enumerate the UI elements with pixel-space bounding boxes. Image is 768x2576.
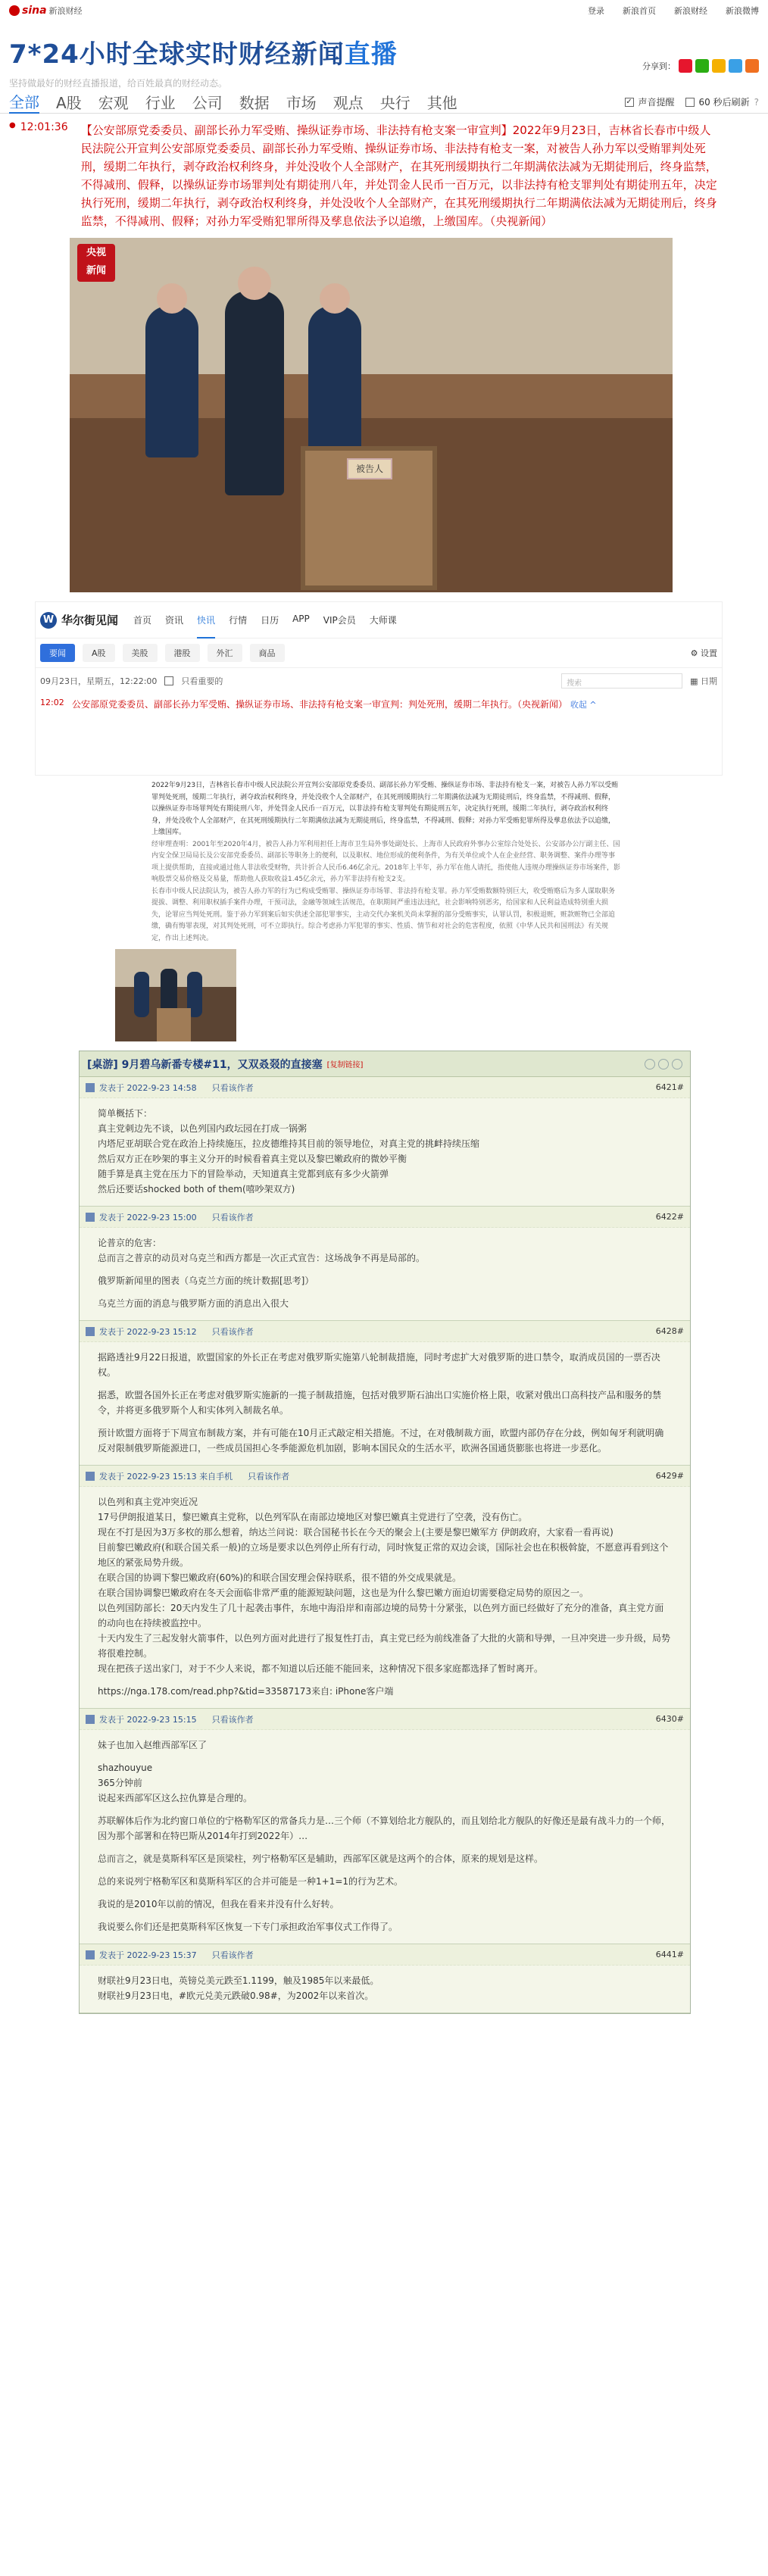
post-line bbox=[98, 1266, 672, 1273]
ws-settings[interactable]: ⚙ 设置 bbox=[690, 648, 717, 658]
ws-subtabs bbox=[36, 639, 722, 667]
share-bar: 分享到： bbox=[642, 59, 759, 73]
forum-thread bbox=[79, 1051, 691, 2014]
ws-nav-master[interactable]: 大师课 bbox=[369, 615, 397, 626]
post-header bbox=[80, 1207, 690, 1228]
page-title: 7*24小时全球实时财经新闻直播 bbox=[9, 39, 398, 70]
post-line: 随手算是真主党在压力下的冒险举动，天知道真主党都到底有多少火箭弹 bbox=[98, 1169, 389, 1179]
refresh-checkbox[interactable] bbox=[685, 98, 695, 107]
post-line: 财联社9月23日电，#欧元兑美元跌破0.98#，为2002年以来首次。 bbox=[98, 1991, 374, 2001]
post-body bbox=[80, 1730, 690, 1944]
tab-data[interactable]: 数据 bbox=[239, 94, 270, 112]
ws-tab-top[interactable]: 要闻 bbox=[40, 644, 75, 662]
bailiff-right bbox=[308, 306, 361, 457]
qzone-share-icon[interactable] bbox=[712, 59, 726, 73]
ws-nav-calendar[interactable]: 日历 bbox=[261, 615, 279, 626]
post-number: 6421# bbox=[655, 1082, 684, 1092]
tab-all[interactable]: 全部 bbox=[9, 90, 39, 114]
weibo-share-icon[interactable] bbox=[679, 59, 692, 73]
post-line: 然后还要话shocked both of them(嘻吵架双方) bbox=[98, 1184, 295, 1194]
author-avatar-icon[interactable] bbox=[86, 1472, 95, 1481]
copy-link[interactable]: [复制链接] bbox=[326, 1061, 364, 1069]
tab-opinion[interactable]: 观点 bbox=[332, 94, 364, 112]
forum-post bbox=[80, 1709, 690, 1944]
only-author-link[interactable]: 只看该作者 bbox=[248, 1471, 290, 1482]
author-avatar-icon[interactable] bbox=[86, 1327, 95, 1336]
ws-tab-fx[interactable]: 外汇 bbox=[208, 644, 242, 662]
bullet-icon: ● bbox=[9, 121, 16, 130]
author-avatar-icon[interactable] bbox=[86, 1950, 95, 1959]
only-author-link[interactable]: 只看该作者 bbox=[211, 1212, 254, 1222]
sound-checkbox[interactable]: ✓ bbox=[626, 97, 632, 106]
forum-post bbox=[80, 1944, 690, 2013]
post-line bbox=[98, 1844, 672, 1851]
post-line bbox=[98, 1912, 672, 1919]
post-line: 据路透社9月22日报道，欧盟国家的外长正在考虑对俄罗斯实施第八轮制裁措施，同时考虑扩大对俄罗斯的进口禁令，取消成员国的一票否决权。 bbox=[98, 1352, 660, 1378]
post-line: 目前黎巴嫩政府(和联合国关系一般)的立场是要求以色列停止所有行动，同时恢复正常的双边会谈，国际社会也在积极斡旋，不愿意再看到这个地区的紧张局势升级。 bbox=[98, 1542, 669, 1568]
ws-tab-commodity[interactable]: 商品 bbox=[250, 644, 285, 662]
post-line: 内塔尼亚胡联合党在政治上持续施压，拉皮德维持其目前的领导地位，对真主党的挑衅持续压缩 bbox=[98, 1138, 480, 1149]
post-line: 妹子也加入赵维西部军区了 bbox=[98, 1740, 208, 1750]
post-line: 以色列和真主党冲突近况 bbox=[98, 1497, 198, 1507]
post-line: 总而言之普京的动员对乌克兰和西方都是一次正式宣告：这场战争不再是局部的。 bbox=[98, 1253, 426, 1263]
ws-tab-a[interactable]: A股 bbox=[83, 644, 115, 662]
post-body bbox=[80, 1228, 690, 1320]
defendant bbox=[225, 291, 284, 495]
post-line: 十天内发生了三起发射火箭事件，以色列方面对此进行了报复性打击，真主党已经为前线准备了大批的火箭和导弹，一旦冲突进一步升级，局势将很难控制。 bbox=[98, 1633, 671, 1659]
post-header bbox=[80, 1466, 690, 1487]
wechat-share-icon[interactable] bbox=[695, 59, 709, 73]
post-line: 我说要么你们还是把莫斯科军区恢复一下专门承担政治军事仪式工作得了。 bbox=[98, 1922, 398, 1932]
defendant-plate: 被告人 bbox=[347, 458, 392, 479]
post-time: 发表于 2022-9-23 15:12 bbox=[99, 1326, 197, 1337]
thread-nav bbox=[645, 1059, 682, 1069]
post-line: 财联社9月23日电，英镑兑美元跌至1.1199，触及1985年以来最低。 bbox=[98, 1975, 379, 1986]
forum-post bbox=[80, 1321, 690, 1466]
post-line: 在联合国的协调下黎巴嫩政府(60%)的和联合国安理会保持联系，很不错的外交成果就是。 bbox=[98, 1572, 462, 1583]
tab-other[interactable]: 其他 bbox=[426, 94, 457, 112]
ws-tab-hk[interactable]: 港股 bbox=[165, 644, 200, 662]
ws-tab-us[interactable]: 美股 bbox=[123, 644, 158, 662]
ws-article-body: 2022年9月23日，吉林省长春市中级人民法院公开宣判公安部原党委委员、副部长孙力军受贿、操纵证券市场、非法持有枪支一案，对被告人孙力军以受贿罪判处死刑，缓期二年执行，剥夺政治权利终身，并处没收个人全部财产，在其死刑缓期执行二年期满依法减为无期徒刑后，终身监禁，不得减刑、假释，以操纵证券市场罪判处有期徒刑八年，并处罚金人民币一百万元，以非法持有枪支罪判处有期徒刑五年，决定执行死刑，缓期二年执行，剥夺政治权利终身，并处没收个人全部财产，在其死刑缓期执行二年期满依法减为无期徒刑后，终身监禁，不得减刑、假释；对孙力军受贿犯罪所得及孳息依法予以追缴，上缴国库。 经审理查明：2001年至2020年4月，被告人孙力军利用担任上海市卫生局外事处副处长、上海市人民政府外事办公室综合处处长、公安部办公厅副主任、国内安全保卫局局长及公安部党委委员、副部长等职务上的便利，以及职权、地位形成的便利条件，为有关单位或个人在企业经营、职务调整、案件办理等事项上提供帮助，直接或通过他人非法收受财物，共计折合人民币6.46亿余元。2018年上半年，孙力军在他人请托，指使他人违规办理操纵证券市场案件，影响股票交易价格及交易量，帮助他人获取收益1.45亿余元，孙力军非法持有枪支2支。 长春市中级人民法院认为，被告人孙力军的行为已构成受贿罪、操纵证券市场罪、非法持有枪支罪。孙力军受贿数额特别巨大，收受贿赂后为多人谋取职务提拔、调整、利用职权插手案件办理，干预司法，金融等领域生活规范，在职期间严重违法违纪，社会影响特别恶劣，给国家和人民利益造成特别重大损失，论罪应当判处死刑。鉴于孙力军到案后如实供述全部犯罪事实，主动交代办案机关尚未掌握的部分受贿事实，认罪认罚，积极退赃，赃款赃物已全部追缴，确有悔罪表现，对其判处死刑，可不立即执行。综合考虑孙力军犯罪的事实、性质、情节和对社会的危害程度，依照《中华人民共和国刑法》有关规定，作出上述判决。 bbox=[151, 782, 620, 942]
post-line: 在联合国协调黎巴嫩政府在冬天会面临非常严重的能源短缺问题，这也是为什么黎巴嫩方面迫切需要稳定局势的原因之一。 bbox=[98, 1588, 589, 1598]
ws-nav-flash[interactable]: 快讯 bbox=[197, 614, 215, 639]
ws-nav-quotes[interactable]: 行情 bbox=[229, 615, 248, 626]
ws-nav-app[interactable]: APP bbox=[292, 614, 310, 624]
post-line: 真主党刺边先不谈，以色列国内政坛园在打成一锅粥 bbox=[98, 1123, 308, 1134]
category-tabs bbox=[0, 91, 768, 114]
post-line: 预计欧盟方面将于下周宣布制裁方案，并有可能在10月正式敲定相关措施。不过，在对俄制裁方面，欧盟内部仍存在分歧，例如匈牙利就明确反对限制俄罗斯能源进口，一些成员国担心冬季能源危机加剧，影响本国民众的生活水平，欧洲各国通货膨胀也将进一步恶化。 bbox=[98, 1428, 664, 1453]
forum-post bbox=[80, 1077, 690, 1207]
courtroom-photo bbox=[70, 238, 673, 592]
post-line: 我说的是2010年以前的情况，但我在看来并没有什么好转。 bbox=[98, 1899, 339, 1909]
feed-item bbox=[0, 114, 768, 230]
post-line: 总的来说列宁格勒军区和莫斯科军区的合并可能是一种1+1=1的行为艺术。 bbox=[98, 1876, 404, 1887]
tab-a-share[interactable]: A股 bbox=[56, 94, 82, 112]
next-icon[interactable] bbox=[658, 1059, 669, 1069]
only-author-link[interactable]: 只看该作者 bbox=[211, 1950, 254, 1960]
dock-box bbox=[301, 446, 437, 590]
tab-central-bank[interactable]: 央行 bbox=[379, 94, 411, 112]
post-line bbox=[98, 1676, 672, 1684]
post-line: 365分钟前 bbox=[98, 1778, 142, 1788]
only-author-link[interactable]: 只看该作者 bbox=[211, 1082, 254, 1093]
post-line bbox=[98, 1380, 672, 1388]
author-avatar-icon[interactable] bbox=[86, 1715, 95, 1724]
post-body bbox=[80, 1342, 690, 1465]
forum-post bbox=[80, 1466, 690, 1709]
post-line bbox=[98, 1866, 672, 1874]
post-number: 6428# bbox=[655, 1326, 684, 1336]
sina-home-link[interactable]: 新浪首页 bbox=[623, 6, 656, 16]
author-avatar-icon[interactable] bbox=[86, 1213, 95, 1222]
post-header bbox=[80, 1321, 690, 1342]
ws-flash-item: 12:02 公安部原党委委员、副部长孙力军受贿、操纵证券市场、非法持有枪支案一审宣判：判处死刑，缓期二年执行。（央视新闻） 收起 ^ bbox=[40, 698, 597, 710]
post-line: 现在不打是因为3万多枚的那么想着，纳达兰问说：联合国秘书长在今天的聚会上(主要是黎巴嫩军方 伊朗政府，大家看一看再说) bbox=[98, 1527, 613, 1538]
sina-eye-icon bbox=[9, 5, 20, 16]
post-line: 现在把孩子送出家门，对于不少人来说，都不知道以后还能不能回来，这种情况下很多家庭都选择了暂时离开。 bbox=[98, 1663, 544, 1674]
ws-collapse-link[interactable]: 收起 ^ bbox=[570, 700, 597, 710]
ws-thumbnail[interactable] bbox=[115, 949, 236, 1041]
only-author-link[interactable]: 只看该作者 bbox=[211, 1326, 254, 1337]
post-body bbox=[80, 1966, 690, 2012]
post-time: 发表于 2022-9-23 15:00 bbox=[99, 1212, 197, 1222]
feed-time: 12:01:36 bbox=[20, 121, 68, 133]
post-header bbox=[80, 1077, 690, 1098]
help-icon[interactable]: ? bbox=[754, 96, 759, 108]
ws-logo[interactable]: W 华尔街见闻 bbox=[40, 612, 118, 629]
top-links bbox=[588, 5, 759, 17]
page-subtitle: 坚持做最好的财经直播报道，给百姓最真的财经动态。 bbox=[9, 78, 228, 89]
login-link[interactable]: 登录 bbox=[588, 6, 604, 16]
post-line: 然后双方正在吵架的事主义分开的时候看着真主党以及黎巴嫩政府的微妙平衡 bbox=[98, 1154, 407, 1164]
top-bar bbox=[0, 0, 768, 21]
sina-logo[interactable]: sina 新浪财经 bbox=[9, 5, 83, 17]
post-line: 简单概括下： bbox=[98, 1108, 153, 1119]
post-time: 发表于 2022-9-23 15:13 来自手机 bbox=[99, 1471, 233, 1482]
cctv-news-logo: 央视 新闻 bbox=[77, 244, 115, 282]
post-line: 乌克兰方面的消息与俄罗斯方面的消息出入很大 bbox=[98, 1298, 289, 1309]
ws-nav-home[interactable]: 首页 bbox=[133, 615, 152, 626]
tab-market[interactable]: 市场 bbox=[286, 94, 317, 112]
post-body bbox=[80, 1098, 690, 1206]
post-time: 发表于 2022-9-23 15:15 bbox=[99, 1714, 197, 1725]
post-header bbox=[80, 1944, 690, 1966]
post-number: 6429# bbox=[655, 1471, 684, 1481]
ws-search-input[interactable]: 搜索 bbox=[561, 673, 682, 688]
feed-text: 【公安部原党委委员、副部长孙力军受贿、操纵证券市场、非法持有枪支案一审宣判】2022年9月23日，吉林省长春市中级人民法院公开宣判公安部原党委委员、副部长孙力军受贿、操纵证券市场、非法持有枪支一案，对被告人孙力军以受贿罪判处死刑，缓期二年执行，剥夺政治权利终身，并处没收个人全部财产，在其死刑缓期执行二年期满依法减为无期徒刑后，终身监禁，不得减刑、假释，以操纵证券市场罪判处有期徒刑八年，并处罚金人民币一百万元，以非法持有枪支罪判处有期徒刑五年，决定执行死刑，缓期二年执行，剥夺政治权利终身，并处没收个人全部财产，在其死刑缓期执行二年期满依法减为无期徒刑后，终身监禁，不得减刑、假释；对孙力军受贿犯罪所得及孳息依法予以追缴，上缴国库。（央视新闻） bbox=[80, 123, 717, 228]
more-share-icon[interactable] bbox=[745, 59, 759, 73]
post-line: https://nga.178.com/read.php?&tid=33587173来自: iPhone客户端 bbox=[98, 1686, 394, 1697]
ws-topbar bbox=[36, 602, 722, 639]
only-author-link[interactable]: 只看该作者 bbox=[211, 1714, 254, 1725]
post-line bbox=[98, 1806, 672, 1813]
ws-date-row: 09月23日，星期五，12:22:00 只看重要的 搜索 ▦ 日期 bbox=[36, 667, 722, 693]
post-header bbox=[80, 1709, 690, 1730]
sina-weibo-link[interactable]: 新浪微博 bbox=[726, 6, 759, 16]
tab-macro[interactable]: 宏观 bbox=[98, 94, 129, 112]
post-line: 总而言之，就是莫斯科军区是顶梁柱，列宁格勒军区是辅助，西部军区就是这两个的合体，原来的规划是这样。 bbox=[98, 1853, 544, 1864]
post-line bbox=[98, 1288, 672, 1296]
thread-title: [桌游] 9月碧乌新番专楼#11，又双叒叕的直接塞 [复制链接] bbox=[80, 1051, 690, 1077]
post-line bbox=[98, 1418, 672, 1425]
tab-industry[interactable]: 行业 bbox=[145, 94, 176, 112]
post-line: 苏联解体后作为北约窗口单位的宁格勒军区的常备兵力是…三个师（不算划给北方舰队的，而且划给北方舰队的好像还是最有战斗力的一个师，因为那个部署和在特巴斯从2014年打到2022年）… bbox=[98, 1816, 671, 1841]
feed-controls: ✓ 声音提醒 60 秒后刷新 ? bbox=[626, 96, 759, 108]
post-number: 6430# bbox=[655, 1714, 684, 1724]
post-line bbox=[98, 1753, 672, 1760]
prev-icon[interactable] bbox=[645, 1059, 655, 1069]
post-line: 17号伊朗报道某日，黎巴嫩真主党称，以色列军队在南部边境地区对黎巴嫩真主党进行了空袭，没有伤亡。 bbox=[98, 1512, 528, 1522]
page-header bbox=[0, 21, 768, 91]
post-line: shazhouyue bbox=[98, 1763, 153, 1773]
bailiff-left bbox=[145, 306, 198, 457]
post-number: 6422# bbox=[655, 1212, 684, 1222]
post-line: 说起来西部军区这么拉仇算是合理的。 bbox=[98, 1793, 253, 1803]
post-number: 6441# bbox=[655, 1950, 684, 1959]
post-line: 俄罗斯新闻里的图表（乌克兰方面的统计数据[思考]） bbox=[98, 1276, 314, 1286]
tab-company[interactable]: 公司 bbox=[192, 94, 223, 112]
post-time: 发表于 2022-9-23 15:37 bbox=[99, 1950, 197, 1960]
ws-important-checkbox[interactable] bbox=[164, 676, 173, 685]
sina-finance-link[interactable]: 新浪财经 bbox=[674, 6, 707, 16]
post-list bbox=[80, 1077, 690, 2013]
post-line: 据悉，欧盟各国外长正在考虑对俄罗斯实施新的一揽子制裁措施，包括对俄罗斯石油出口实施价格上限，收紧对俄出口高科技产品和服务的禁令，并将更多俄罗斯个人和实体列入制裁名单。 bbox=[98, 1390, 662, 1416]
post-line: 以色列国防部长：20天内发生了几十起袭击事件，东地中海沿岸和南部边境的局势十分紧张，以色列方面已经做好了充分的准备，真主党方面的动向也在持续被监控中。 bbox=[98, 1603, 664, 1628]
forum-post bbox=[80, 1207, 690, 1321]
wallstreetcn-panel bbox=[35, 601, 723, 776]
ws-nav-vip[interactable]: VIP会员 bbox=[323, 615, 356, 626]
post-line bbox=[98, 1889, 672, 1897]
author-avatar-icon[interactable] bbox=[86, 1083, 95, 1092]
post-line: 论普京的危害： bbox=[98, 1238, 162, 1248]
qq-share-icon[interactable] bbox=[729, 59, 742, 73]
close-icon[interactable] bbox=[672, 1059, 682, 1069]
ws-nav bbox=[133, 614, 397, 626]
ws-calendar-button[interactable]: ▦ 日期 bbox=[690, 676, 717, 686]
ws-nav-news[interactable]: 资讯 bbox=[165, 615, 184, 626]
post-time: 发表于 2022-9-23 14:58 bbox=[99, 1082, 197, 1093]
post-body bbox=[80, 1487, 690, 1708]
